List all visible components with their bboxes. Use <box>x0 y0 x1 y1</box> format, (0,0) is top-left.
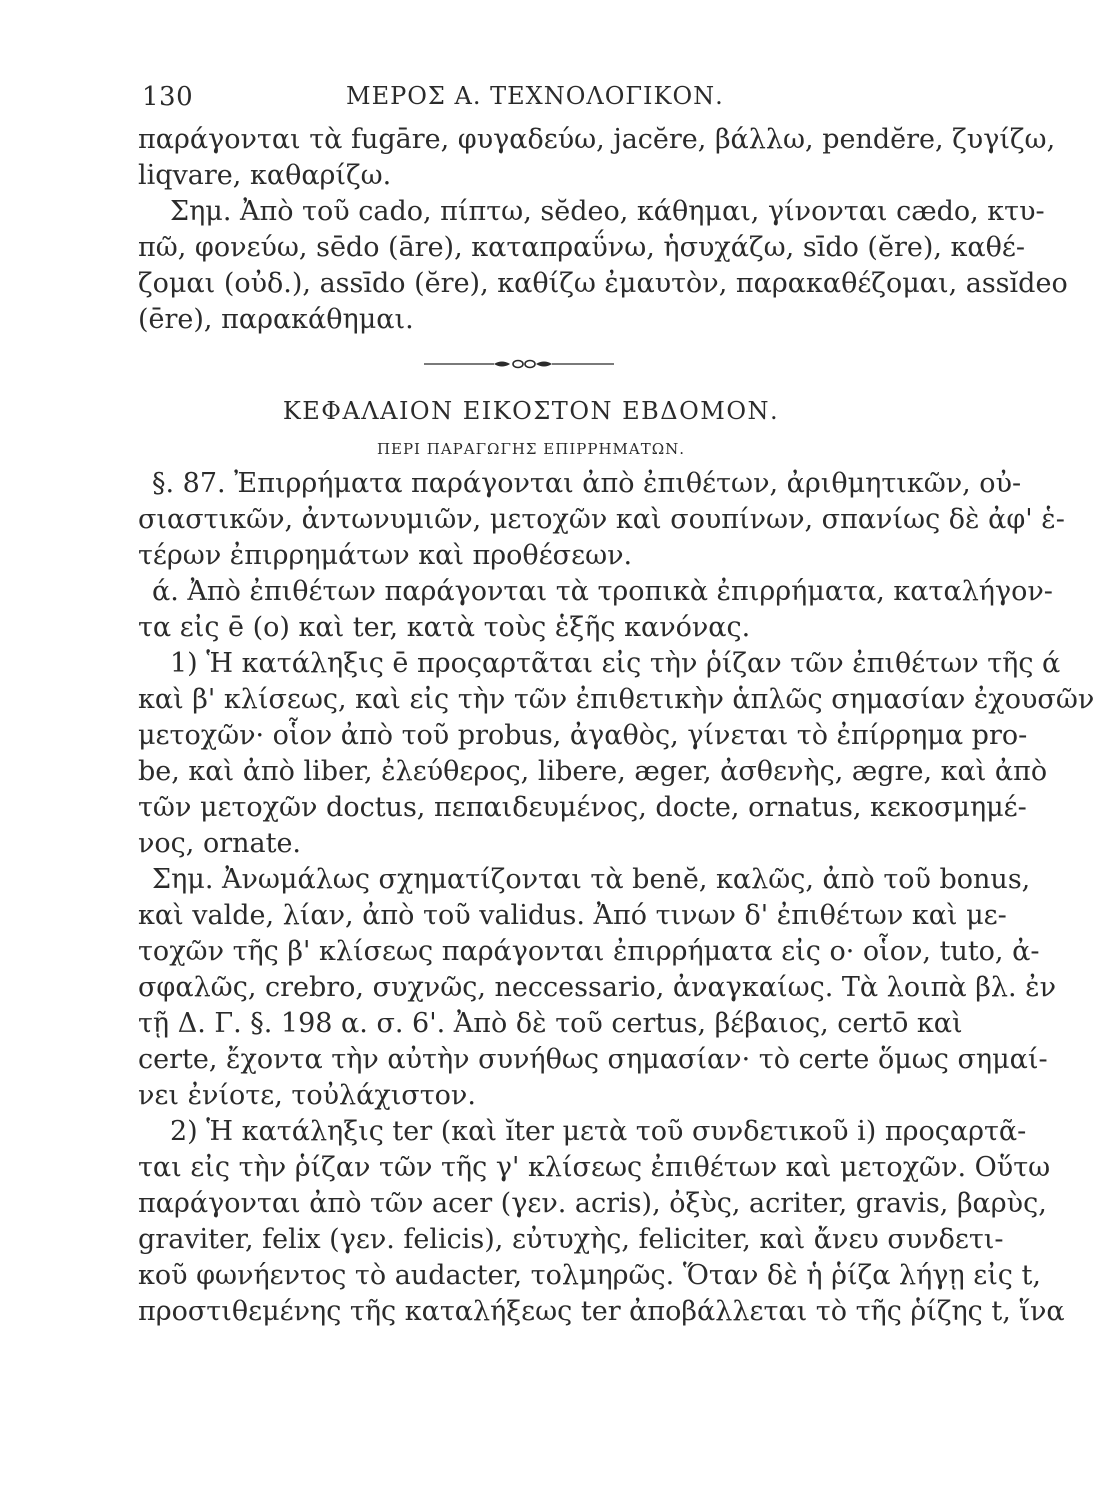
text-line: σιαστικῶν, ἀντωνυμιῶν, μετοχῶν καὶ σουπίνων, σπανίως δὲ ἀφ' ἑ- <box>138 504 1065 535</box>
text-line: (ēre), παρακάθημαι. <box>138 304 414 335</box>
text-line: τοχῶν τῆς β' κλίσεως παράγονται ἐπιρρήματα εἰς o· οἷον, tuto, ἀ- <box>138 936 1040 967</box>
text-line: ά. Ἀπὸ ἐπιθέτων παράγονται τὰ τροπικὰ ἐπιρρήματα, καταλήγον- <box>152 576 1053 607</box>
text-line: νος, ornate. <box>138 828 302 859</box>
ornament-rule-icon <box>424 358 614 370</box>
paragraph-a <box>138 574 1053 646</box>
text-line: νει ἐνίοτε, τοὐλάχιστον. <box>138 1080 476 1111</box>
book-page <box>138 82 1094 1330</box>
text-line: τέρων ἐπιρρημάτων καὶ προθέσεων. <box>138 540 633 571</box>
text-line: liqvare, καθαρίζω. <box>138 160 392 191</box>
text-line: certe, ἔχοντα τὴν αὐτὴν συνήθως σημασίαν· τὸ certe ὅμως σημαί- <box>138 1044 1048 1075</box>
text-line: τῇ Δ. Γ. §. 198 α. σ. 6'. Ἀπὸ δὲ τοῦ certus, βέβαιος, certō καὶ <box>138 1008 963 1039</box>
chapter-title: ΚΕΦΑΛΑΙΟΝ ΕΙΚΟΣΤΟΝ ΕΒΔΟΜΟΝ. <box>282 397 780 425</box>
text-line: 1) Ἡ κατάληξις ē προςαρτᾶται εἰς τὴν ῥίζαν τῶν ἐπιθέτων τῆς ά <box>170 648 1061 679</box>
intro-paragraph <box>138 122 1056 194</box>
text-line: ζομαι (οὐδ.), assīdo (ĕre), καθίζω ἐμαυτὸν, παρακαθέζομαι, assĭdeo <box>138 268 1068 299</box>
text-line: Σημ. Ἀνωμάλως σχηματίζονται τὰ benĕ, καλῶς, ἀπὸ τοῦ bonus, <box>152 864 1031 895</box>
text-line: σφαλῶς, crebro, συχνῶς, neccessario, ἀναγκαίως. Τὰ λοιπὰ βλ. ἐν <box>138 972 1057 1003</box>
note-paragraph <box>138 194 1068 338</box>
text-line: τῶν μετοχῶν doctus, πεπαιδευμένος, docte, ornatus, κεκοσμημέ- <box>138 792 1027 823</box>
text-line: τα εἰς ē (ο) καὶ ter, κατὰ τοὺς ἑξῆς κανόνας. <box>138 612 751 643</box>
page-number: 130 <box>142 82 194 112</box>
text-line: be, καὶ ἀπὸ liber, ἐλεύθερος, libere, æger, ἀσθενὴς, ægre, καὶ ἀπὸ <box>138 756 1048 787</box>
text-line: Σημ. Ἀπὸ τοῦ cado, πίπτω, sĕdeo, κάθημαι, γίνονται cædo, κτυ- <box>170 196 1045 227</box>
text-line: παράγονται ἀπὸ τῶν acer (γεν. acris), ὀξὺς, acriter, gravis, βαρὺς, <box>138 1188 1047 1219</box>
text-line: μετοχῶν· οἷον ἀπὸ τοῦ probus, ἀγαθὸς, γίνεται τὸ ἐπίρρημα pro- <box>138 720 1028 751</box>
section-87 <box>138 466 1065 574</box>
text-line: καὶ β' κλίσεως, καὶ εἰς τὴν τῶν ἐπιθετικὴν ἁπλῶς σημασίαν ἐχουσῶν <box>138 684 1094 715</box>
page-header <box>138 82 924 122</box>
text-line: κοῦ φωνήεντος τὸ audacter, τολμηρῶς. Ὅταν δὲ ἡ ῥίζα λήγῃ εἰς t, <box>138 1260 1041 1291</box>
text-line: §. 87. Ἐπιρρήματα παράγονται ἀπὸ ἐπιθέτων, ἀριθμητικῶν, οὐ- <box>152 468 1022 499</box>
rule-2 <box>138 1114 1065 1330</box>
chapter-subtitle: ΠΕΡΙ ΠΑΡΑΓΩΓΗΣ ΕΠΙΡΡΗΜΑΤΩΝ. <box>376 440 686 458</box>
text-line: 2) Ἡ κατάληξις ter (καὶ ĭter μετὰ τοῦ συνδετικοῦ i) προςαρτᾶ- <box>170 1116 1027 1147</box>
ornamental-divider <box>138 338 924 388</box>
text-line: προστιθεμένης τῆς καταλήξεως ter ἀποβάλλεται τὸ τῆς ῥίζης t, ἵνα <box>138 1296 1065 1327</box>
running-head: ΜΕΡΟΣ Α. ΤΕΧΝΟΛΟΓΙΚΟΝ. <box>346 82 724 110</box>
text-line: ται εἰς τὴν ῥίζαν τῶν τῆς γ' κλίσεως ἐπιθέτων καὶ μετοχῶν. Οὕτω <box>138 1152 1051 1183</box>
note-2-paragraph <box>138 862 1057 1114</box>
rule-1 <box>138 646 1094 862</box>
text-line: graviter, felix (γεν. felicis), εὐτυχὴς, feliciter, καὶ ἄνευ συνδετι- <box>138 1224 1004 1255</box>
text-line: πῶ, φονεύω, sēdo (āre), καταπραΰνω, ἡσυχάζω, sīdo (ĕre), καθέ- <box>138 232 1026 263</box>
text-line: παράγονται τὰ fugāre, φυγαδεύω, jacĕre, βάλλω, pendĕre, ζυγίζω, <box>138 124 1056 155</box>
text-line: καὶ valde, λίαν, ἀπὸ τοῦ validus. Ἀπό τινων δ' ἐπιθέτων καὶ με- <box>138 900 1007 931</box>
